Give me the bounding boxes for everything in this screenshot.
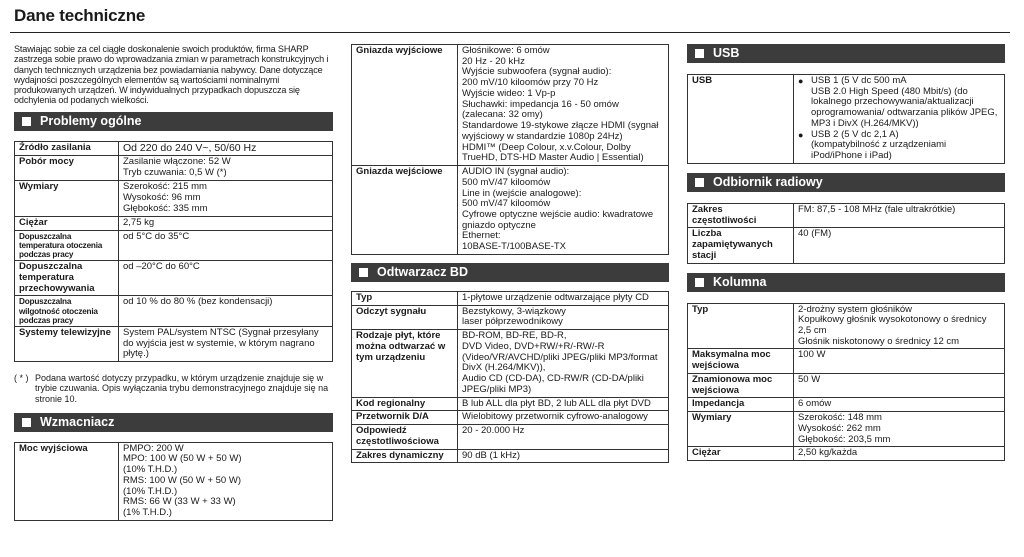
spec-key: Liczba zapamiętywanych stacji xyxy=(688,228,794,263)
spec-key: Gniazda wejściowe xyxy=(352,166,458,255)
usb-port-text: USB 2 (5 V dc 2,1 A) (kompatybilność z urządzeniami iPod/iPhone i iPad) xyxy=(811,128,947,162)
bullet-dot-icon: ● xyxy=(798,76,804,86)
spec-value: FM: 87,5 - 108 MHz (fale ultrakrótkie) xyxy=(794,203,1005,227)
spec-table-bd-player xyxy=(351,291,669,463)
table-row xyxy=(15,442,333,520)
table-row xyxy=(15,141,333,156)
square-bullet-icon xyxy=(22,117,31,126)
spec-value: PMPO: 200 W MPO: 100 W (50 W + 50 W) (10% T.H.D.) RMS: 100 W (50 W + 50 W) (10% T.H.D.) RMS: 66 W (33 W + 33 W) (1% T.H.D.) xyxy=(119,442,333,520)
section-header-radio xyxy=(687,173,1005,192)
table-row xyxy=(15,296,333,327)
table-row xyxy=(352,411,669,425)
spec-value: 90 dB (1 kHz) xyxy=(458,449,669,463)
spec-value: AUDIO IN (sygnał audio): 500 mV/47 kiloomów Line in (wejście analogowe): 500 mV/47 kiloomów Cyfrowe optyczne wejście audio: kwadratowe gniazdo optyczne Ethernet: 10BASE-T/100BASE-TX xyxy=(458,166,669,255)
spec-table-usb xyxy=(687,74,1005,164)
spec-key: Systemy telewizyjne xyxy=(15,326,119,361)
square-bullet-icon xyxy=(695,178,704,187)
spec-table-amplifier xyxy=(14,442,333,521)
spec-key: Impedancja xyxy=(688,398,794,412)
square-bullet-icon xyxy=(22,418,31,427)
usb-port-text: USB 1 (5 V dc 500 mA USB 2.0 High Speed (480 Mbit/s) (do lokalnego przechowywania/aktualizacji oprogramowania/ odtwarzania plików JPEG, MP3 i DivX (H.264/MKV)) xyxy=(811,75,998,129)
footnote-mark: ( * ) xyxy=(14,373,29,384)
spec-value: 2,75 kg xyxy=(119,216,333,230)
table-row xyxy=(15,216,333,230)
spec-key: Zakres częstotliwości xyxy=(688,203,794,227)
title-divider xyxy=(10,32,1010,33)
section-title: Wzmacniacz xyxy=(40,414,115,429)
spec-value: B lub ALL dla płyt BD, 2 lub ALL dla płyt DVD xyxy=(458,397,669,411)
spec-key: Wymiary xyxy=(688,412,794,447)
spec-key: Gniazda wyjściowe xyxy=(352,45,458,166)
section-header-speaker xyxy=(687,273,1005,292)
table-row xyxy=(688,373,1005,397)
usb-port-list xyxy=(798,76,1000,162)
column-right xyxy=(687,44,1005,461)
spec-value: BD-ROM, BD-RE, BD-R, DVD Video, DVD+RW/+R/-RW/-R (Video/VR/AVCHD/pliki JPEG/pliki MP3/format DivX (H.264/MKV)), Audio CD (CD-DA), CD-RW/R (CD-DA/pliki JPEG/pliki MP3) xyxy=(458,330,669,397)
spec-value: 6 omów xyxy=(794,398,1005,412)
square-bullet-icon xyxy=(695,278,704,287)
section-header-bd-player xyxy=(351,263,669,282)
square-bullet-icon xyxy=(359,268,368,277)
spec-key: Odpowiedź częstotliwościowa xyxy=(352,425,458,449)
spec-value: od –20°C do 60°C xyxy=(119,261,333,296)
page-title: Dane techniczne xyxy=(14,6,146,25)
spec-value: Wielobitowy przetwornik cyfrowo-analogowy xyxy=(458,411,669,425)
spec-value: System PAL/system NTSC (Sygnał przesyłany do wyjścia jest w systemie, w którym nagrano płytę.) xyxy=(119,326,333,361)
spec-value: Od 220 do 240 V~, 50/60 Hz xyxy=(119,141,333,156)
spec-key: Odczyt sygnału xyxy=(352,305,458,329)
spec-key: Wymiary xyxy=(15,181,119,216)
spec-value: od 10 % do 80 % (bez kondensacji) xyxy=(119,296,333,327)
spec-key: Maksymalna moc wejściowa xyxy=(688,349,794,373)
section-title: Problemy ogólne xyxy=(40,113,142,128)
section-header-amplifier xyxy=(14,413,333,432)
spec-key: Typ xyxy=(352,291,458,305)
spec-table-radio xyxy=(687,203,1005,264)
table-row xyxy=(15,326,333,361)
table-row xyxy=(688,398,1005,412)
table-row xyxy=(352,291,669,305)
spec-value: 1-płytowe urządzenie odtwarzające płyty CD xyxy=(458,291,669,305)
spec-value: Szerokość: 215 mm Wysokość: 96 mm Głębokość: 335 mm xyxy=(119,181,333,216)
column-left xyxy=(14,44,333,521)
spec-value: 2,50 kg/każda xyxy=(794,447,1005,461)
spec-value: od 5°C do 35°C xyxy=(119,230,333,261)
spec-value xyxy=(794,75,1005,164)
spec-key: Zakres dynamiczny xyxy=(352,449,458,463)
section-title: Odbiornik radiowy xyxy=(713,174,823,189)
footnote xyxy=(14,373,333,403)
table-row xyxy=(15,261,333,296)
spec-value: 50 W xyxy=(794,373,1005,397)
section-title: Kolumna xyxy=(713,274,767,289)
spec-value: 2-drożny system głośników Kopułkowy głośnik wysokotonowy o średnicy 2,5 cm Głośnik niskotonowy o średnicy 12 cm xyxy=(794,303,1005,349)
spec-key: Dopuszczalna temperatura przechowywania xyxy=(15,261,119,296)
table-row xyxy=(352,305,669,329)
square-bullet-icon xyxy=(695,49,704,58)
spec-table-speaker xyxy=(687,303,1005,462)
column-middle xyxy=(351,44,669,463)
spec-value: Zasilanie włączone: 52 W Tryb czuwania: 0,5 W (*) xyxy=(119,156,333,181)
spec-key: Ciężar xyxy=(15,216,119,230)
table-row xyxy=(688,447,1005,461)
spec-value: Głośnikowe: 6 omów 20 Hz - 20 kHz Wyjście subwoofera (sygnał audio): 200 mV/10 kiloomów przy 70 Hz Wyjście wideo: 1 Vp-p Słuchawki: impedancja 16 - 50 omów (zalecana: 32 omy) Standardowe 19-stykowe złącze HDMI (sygnał wyjściowy w standardzie 1080p 24Hz) HDMI™ (Deep Colour, x.v.Colour, Dolby TrueHD, DTS-HD Master Audio | Essential) xyxy=(458,45,669,166)
spec-key: Typ xyxy=(688,303,794,349)
table-row xyxy=(15,181,333,216)
bullet-dot-icon: ● xyxy=(798,129,804,140)
spec-key: Pobór mocy xyxy=(15,156,119,181)
table-row xyxy=(352,330,669,397)
spec-key: Kod regionalny xyxy=(352,397,458,411)
table-row xyxy=(688,349,1005,373)
spec-key: Ciężar xyxy=(688,447,794,461)
table-row xyxy=(688,75,1005,164)
spec-key: Dopuszczalna temperatura otoczenia podczas pracy xyxy=(15,230,119,261)
list-item xyxy=(798,130,1000,162)
spec-value: 100 W xyxy=(794,349,1005,373)
spec-value: 40 (FM) xyxy=(794,228,1005,263)
spec-key: Rodzaje płyt, które można odtwarzać w tym urządzeniu xyxy=(352,330,458,397)
spec-value: Bezstykowy, 3-wiązkowy laser półprzewodnikowy xyxy=(458,305,669,329)
list-item xyxy=(798,76,1000,130)
table-row xyxy=(352,45,669,166)
spec-key: Źródło zasilania xyxy=(15,141,119,156)
table-row xyxy=(688,412,1005,447)
section-header-usb xyxy=(687,44,1005,63)
section-header-general xyxy=(14,112,333,131)
spec-key: Przetwornik D/A xyxy=(352,411,458,425)
spec-value: Szerokość: 148 mm Wysokość: 262 mm Głębokość: 203,5 mm xyxy=(794,412,1005,447)
spec-key: Dopuszczalna wilgotność otoczenia podczas pracy xyxy=(15,296,119,327)
table-row xyxy=(352,425,669,449)
section-title: USB xyxy=(713,46,740,60)
table-row xyxy=(352,397,669,411)
spec-table-connectors xyxy=(351,44,669,255)
table-row xyxy=(15,156,333,181)
table-row xyxy=(352,166,669,255)
intro-text: Stawiając sobie za cel ciągłe doskonalenie swoich produktów, firma SHARP zastrzega sobie prawo do wprowadzania zmian w parametrach konstrukcyjnych i danych technicznych urządzenia bez powiadamiania nabywcy. Dane dotyczące wydajności poszczególnych elementów są wartościami nominalnymi produkowanych urządzeń. W indywidualnych przypadkach dopuszcza się odchylenia od podanych wielkości. xyxy=(14,44,329,106)
table-row xyxy=(15,230,333,261)
spec-key: Moc wyjściowa xyxy=(15,442,119,520)
table-row xyxy=(688,203,1005,227)
table-row xyxy=(352,449,669,463)
section-title: Odtwarzacz BD xyxy=(377,264,468,279)
spec-key: Znamionowa moc wejściowa xyxy=(688,373,794,397)
footnote-text: Podana wartość dotyczy przypadku, w którym urządzenie znajduje się w trybie czuwania. Opis wyłączania trybu demonstracyjnego znajduje się na stronie 10. xyxy=(35,373,329,404)
spec-table-general xyxy=(14,141,333,363)
spec-value: 20 - 20.000 Hz xyxy=(458,425,669,449)
spec-key: USB xyxy=(688,75,794,164)
table-row xyxy=(688,228,1005,263)
table-row xyxy=(688,303,1005,349)
